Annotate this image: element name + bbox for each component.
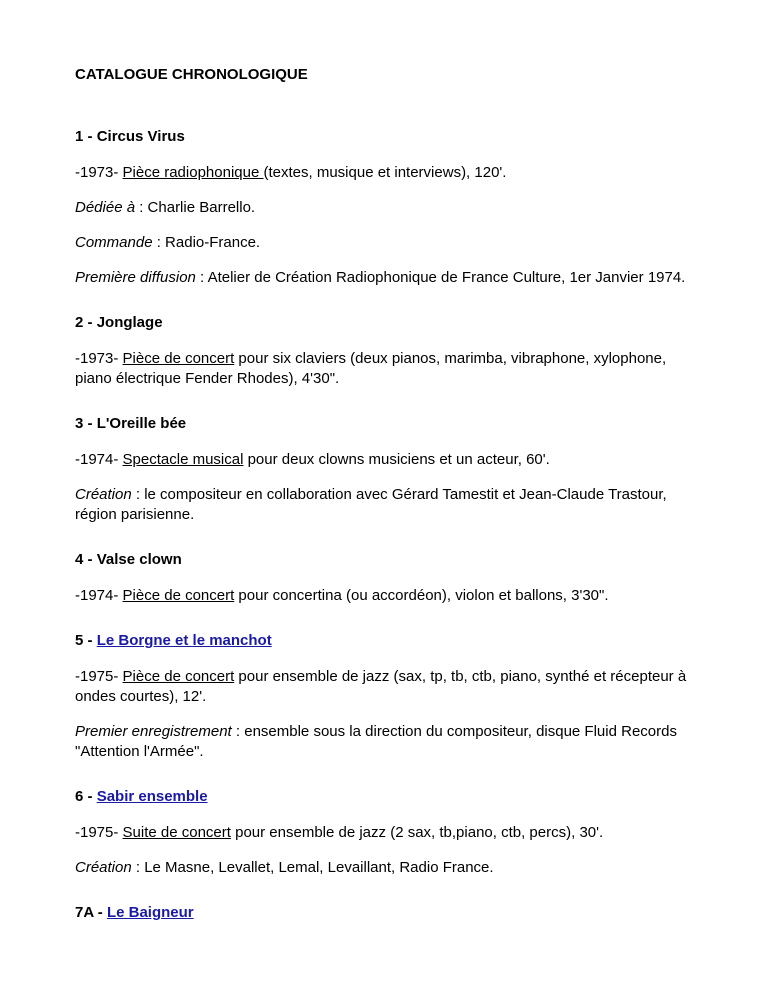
entry-number: 4 - — [75, 551, 97, 568]
catalogue-entries — [75, 128, 695, 878]
entry-heading — [75, 128, 695, 146]
entry-detail — [75, 198, 695, 218]
entry-date: -1975- — [75, 824, 123, 841]
catalogue-entry — [75, 128, 695, 288]
entry-description — [75, 823, 695, 843]
entry-number: 5 - — [75, 632, 97, 649]
entry-genre: Pièce de concert — [122, 587, 235, 604]
detail-value: : le compositeur en collaboration avec Gérard Tamestit et Jean-Claude Trastour, région parisienne. — [75, 486, 667, 523]
entry-description — [75, 667, 695, 707]
entry-detail — [75, 233, 695, 253]
entry-date: -1974- — [75, 451, 123, 468]
entry-detail — [75, 858, 695, 878]
entry-title-link[interactable]: Le Baigneur — [106, 904, 194, 921]
entry-heading — [75, 551, 695, 569]
entry-number: 7A - — [75, 904, 107, 921]
detail-value: : Atelier de Création Radiophonique de France Culture, 1er Janvier 1974. — [195, 269, 686, 286]
entry-genre: Pièce de concert — [122, 668, 235, 685]
entry-genre: Pièce radiophonique — [122, 164, 264, 181]
entry-date: -1973- — [75, 350, 123, 367]
entry-title-link[interactable]: Le Borgne et le manchot — [96, 632, 272, 649]
detail-label: Dédiée à — [75, 199, 136, 216]
catalogue-entry — [75, 632, 695, 762]
page-title: CATALOGUE CHRONOLOGIQUE — [75, 66, 308, 83]
entry-detail — [75, 722, 695, 762]
detail-value: : Le Masne, Levallet, Lemal, Levaillant, Radio France. — [131, 859, 494, 876]
entry-title-link[interactable]: Sabir ensemble — [96, 788, 208, 805]
entry-title: L'Oreille bée — [96, 415, 187, 432]
entry-heading — [75, 415, 695, 433]
entry-desc-text: pour deux clowns musiciens et un acteur, 60'. — [243, 451, 550, 468]
detail-value: : Charlie Barrello. — [135, 199, 256, 216]
entry-desc-text: (textes, musique et interviews), 120'. — [263, 164, 507, 181]
entry-desc-text: pour ensemble de jazz (2 sax, tb,piano, ctb, percs), 30'. — [230, 824, 604, 841]
catalogue-entry — [75, 788, 695, 878]
entry-desc-text: pour six claviers (deux pianos, marimba, vibraphone, xylophone, piano électrique Fender Rhodes), 4'30". — [75, 350, 667, 387]
entry-title: Circus Virus — [96, 128, 185, 145]
detail-label: Première diffusion — [75, 269, 196, 286]
entry-genre: Spectacle musical — [122, 451, 244, 468]
entry-date: -1975- — [75, 668, 123, 685]
entry-detail — [75, 485, 695, 525]
entry-number: 1 - — [75, 128, 97, 145]
entry-date: -1974- — [75, 587, 123, 604]
entry-number: 3 - — [75, 415, 97, 432]
detail-label: Création — [75, 859, 132, 876]
detail-label: Commande — [75, 234, 153, 251]
catalogue-entry — [75, 551, 695, 606]
entry-title: Valse clown — [96, 551, 182, 568]
entry-number: 2 - — [75, 314, 97, 331]
entry-detail — [75, 268, 695, 288]
entry-desc-text: pour concertina (ou accordéon), violon et ballons, 3'30". — [234, 587, 609, 604]
document-page — [75, 66, 695, 939]
entry-date: -1973- — [75, 164, 123, 181]
detail-value: : Radio-France. — [152, 234, 261, 251]
detail-label: Premier enregistrement — [75, 723, 232, 740]
entry-desc-text: pour ensemble de jazz (sax, tp, tb, ctb, piano, synthé et récepteur à ondes courtes), 12'. — [75, 668, 687, 705]
entry-heading — [75, 314, 695, 332]
entry-genre: Pièce de concert — [122, 350, 235, 367]
entry-heading-7a — [75, 904, 695, 922]
entry-number: 6 - — [75, 788, 97, 805]
entry-heading — [75, 788, 695, 806]
catalogue-entry — [75, 314, 695, 389]
entry-title: Jonglage — [96, 314, 163, 331]
entry-description — [75, 450, 695, 470]
entry-genre: Suite de concert — [122, 824, 231, 841]
detail-value: : ensemble sous la direction du compositeur, disque Fluid Records "Attention l'Armée". — [75, 723, 677, 760]
detail-label: Création — [75, 486, 132, 503]
entry-description — [75, 163, 695, 183]
entry-description — [75, 349, 695, 389]
catalogue-entry — [75, 415, 695, 525]
entry-heading — [75, 632, 695, 650]
entry-description — [75, 586, 695, 606]
